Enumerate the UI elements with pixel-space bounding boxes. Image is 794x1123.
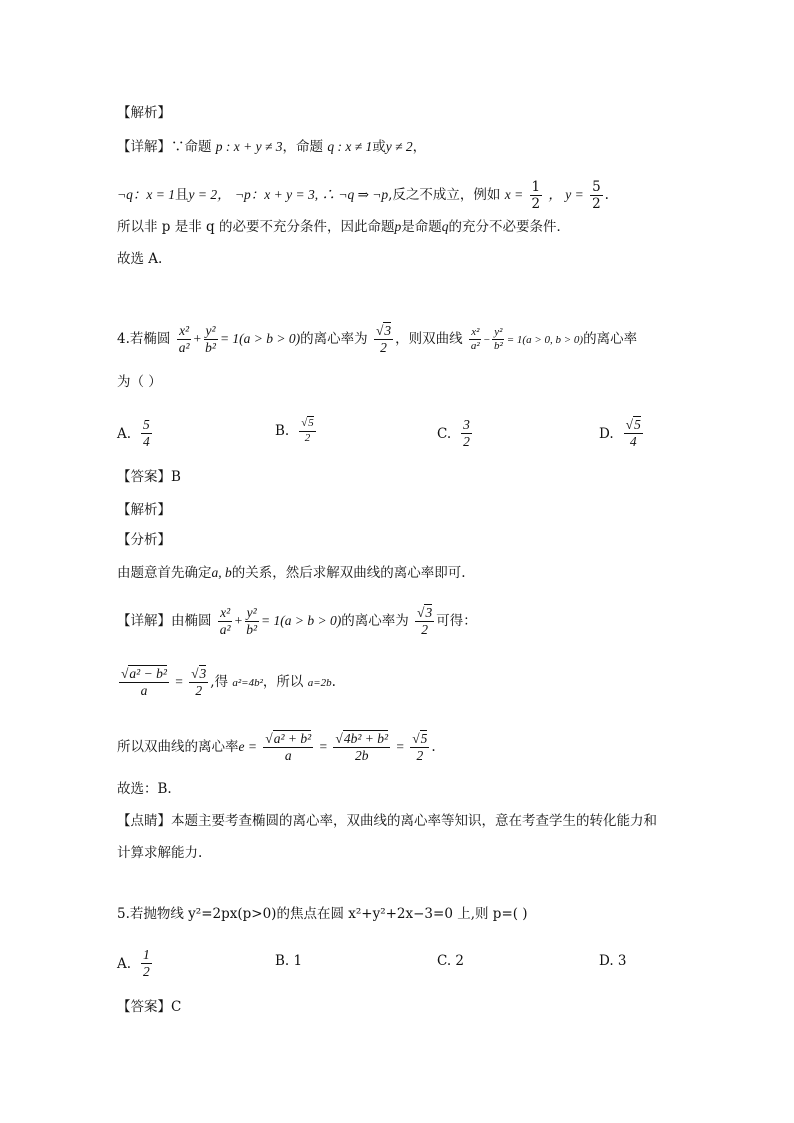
fraction [119, 667, 169, 698]
text: 的离心率为 [300, 331, 368, 348]
fraction-denominator: 2 [463, 434, 470, 450]
text: 且 [174, 187, 189, 204]
fraction [141, 948, 152, 979]
conclusion-line [117, 217, 570, 237]
q4-option-c [437, 418, 474, 449]
answer-select: 故选 A. [117, 251, 163, 267]
radicand: 3 [384, 323, 392, 338]
text: . [604, 187, 609, 204]
q4-option-d [599, 418, 645, 449]
fraction-numerator [263, 732, 313, 748]
fraction-numerator [119, 667, 169, 683]
fraction-denominator: b² [246, 622, 258, 638]
q5-option-d: D. 3 [599, 953, 627, 969]
equals: = [396, 739, 404, 755]
text: 4.若椭圆 [117, 331, 171, 348]
x-eq: x = [504, 187, 524, 203]
text: 可得： [436, 613, 477, 630]
fraction-numerator: y² [245, 606, 259, 622]
fraction-denominator: 2 [531, 196, 541, 213]
fraction [189, 667, 208, 698]
fraction-denominator: 4 [629, 434, 637, 450]
radicand: 3 [199, 666, 207, 681]
q4-analysis-heading: 【解析】 [117, 502, 171, 518]
radicand: 5 [634, 417, 641, 432]
option-label: A. [117, 955, 132, 972]
text: ，所以 [262, 674, 304, 691]
fraction [410, 732, 429, 763]
math-p: p [394, 219, 402, 234]
fraction-x [530, 180, 543, 211]
radicand: a² + b² [273, 731, 312, 746]
sqrt-icon: √ [375, 323, 384, 338]
math-relation: a²=4b² [232, 677, 263, 690]
sqrt-icon: √ [191, 666, 199, 681]
fraction [244, 606, 259, 637]
fraction-denominator: a² [219, 622, 231, 638]
sqrt-icon: √ [335, 731, 343, 746]
text: ∵命题 [171, 139, 212, 155]
equals: = [175, 674, 183, 690]
text: 或 [372, 139, 386, 155]
neg-q-a: ：x = 1 [132, 187, 175, 203]
text: 所以双曲线的离心率 [117, 739, 239, 756]
fraction-numerator: x² [177, 324, 191, 340]
fraction-denominator: a² [470, 340, 480, 353]
detail-label: 【详解】 [117, 139, 171, 155]
q5-option-c: C. 2 [437, 953, 465, 969]
text: ,得 [210, 674, 229, 691]
fraction-numerator: 5 [592, 179, 601, 195]
fraction-numerator: x² [218, 606, 232, 622]
q4-option-b [275, 418, 318, 444]
fraction-y [590, 180, 603, 211]
fraction-denominator: 2 [380, 340, 387, 356]
plus: + [234, 613, 243, 629]
q4-comment-line-2: 计算求解能力. [117, 845, 203, 861]
sqrt-icon: √ [417, 605, 425, 620]
fraction-denominator: 2 [416, 748, 424, 764]
fraction-numerator: y² [204, 324, 218, 340]
fraction-denominator: 2b [354, 748, 369, 764]
y-eq: ， y = [548, 187, 584, 203]
fraction-denominator: 2 [592, 196, 601, 213]
sqrt-icon: √ [121, 666, 129, 681]
fraction-denominator: b² [493, 340, 503, 353]
q4-answer: 【答案】B [117, 469, 181, 485]
text: 是命题 [401, 219, 442, 235]
fraction [203, 324, 218, 355]
fraction-numerator [624, 418, 643, 434]
fraction-numerator [374, 324, 393, 340]
text: ， [412, 139, 427, 155]
fraction-numerator [299, 418, 316, 432]
ellipse-condition: = 1(a > b > 0) [219, 331, 301, 347]
fraction [374, 324, 393, 355]
q5-stem: 5.若抛物线 y²=2px(p>0)的焦点在圆 x²+y²+2x−3=0 上,则 p=( ) [117, 906, 528, 922]
fraction-numerator: 1 [531, 179, 541, 195]
option-label: B. [275, 423, 290, 440]
minus: − [483, 334, 490, 347]
math-ab: a, b [211, 565, 232, 580]
text: ，命题 [282, 139, 324, 155]
q4-equation-2 [117, 732, 436, 763]
analysis-heading: 【解析】 [117, 105, 171, 121]
comment-label: 【点睛】 [117, 813, 171, 829]
prop-p: p : x + y ≠ 3 [215, 139, 283, 154]
fraction-numerator [410, 732, 429, 748]
fraction-denominator: 2 [304, 431, 311, 444]
fraction [624, 418, 643, 449]
math-q: q [441, 219, 449, 234]
neg-p: ¬p [234, 187, 251, 203]
detail-label: 【详解】 [117, 613, 171, 630]
fraction [141, 418, 152, 449]
fraction [469, 327, 482, 353]
math-relation: a=2b [307, 677, 332, 690]
sqrt-icon: √ [412, 731, 420, 746]
text: 的离心率 [583, 331, 638, 348]
fraction-denominator: a [284, 748, 292, 764]
fraction [218, 606, 233, 637]
ellipse-condition: = 1(a > b > 0) [261, 613, 342, 629]
detail-line-1 [117, 137, 426, 157]
q4-analyze-text [117, 563, 466, 583]
fraction-denominator: 2 [143, 964, 150, 980]
q5-answer: 【答案】C [117, 999, 182, 1015]
sqrt-icon: √ [301, 417, 308, 429]
q4-stem-line-2: 为（ ） [117, 374, 162, 390]
detail-line-2 [117, 180, 609, 211]
fraction-denominator: 4 [143, 434, 150, 450]
text: 的关系，然后求解双曲线的离心率即可. [231, 565, 466, 581]
fraction-denominator: 2 [421, 622, 428, 638]
fraction [492, 327, 505, 353]
q4-comment-line-1 [117, 811, 657, 831]
q4-detail-line [117, 606, 477, 637]
q5-option-a [117, 948, 154, 979]
radicand: 4b² + b² [343, 731, 389, 746]
equals: = [319, 739, 328, 755]
fraction-numerator [415, 606, 434, 622]
text: . [431, 739, 436, 756]
plus: + [193, 331, 202, 347]
fraction [461, 418, 472, 449]
radicand: 5 [308, 417, 314, 429]
q4-equation-1 [117, 667, 336, 698]
fraction-numerator: y² [492, 327, 504, 341]
neg-q: ¬q [117, 187, 133, 203]
sqrt-icon: √ [625, 417, 634, 432]
text: ,反之不成立，例如 [388, 187, 501, 204]
text: . [331, 674, 336, 691]
fraction [333, 732, 390, 763]
neg-p-def: ：x + y = 3, ∴ ¬q ⇒ ¬p [250, 187, 389, 203]
fraction [415, 606, 434, 637]
text: 由椭圆 [171, 613, 212, 630]
radicand: 3 [425, 605, 433, 620]
neg-q-b: y = 2， [188, 187, 231, 203]
sqrt-icon: √ [265, 731, 273, 746]
text: 由题意首先确定 [117, 565, 212, 581]
fraction [177, 324, 192, 355]
math-e: e = [238, 739, 257, 755]
prop-q-a: q : x ≠ 1 [327, 139, 373, 154]
fraction-denominator: 2 [195, 683, 203, 699]
fraction-numerator: x² [469, 327, 481, 341]
fraction-numerator [189, 667, 208, 683]
option-label: D. [599, 425, 614, 442]
q4-stem-line-1 [117, 324, 637, 355]
option-label: C. [437, 425, 452, 442]
option-label: A. [117, 425, 132, 442]
text: 所以非 p 是非 q 的必要不充分条件，因此命题 [117, 219, 395, 235]
fraction-denominator: b² [205, 340, 216, 356]
radicand: a² − b² [129, 666, 167, 681]
fraction [263, 732, 313, 763]
hyperbola-condition: = 1(a > 0, b > 0) [506, 334, 584, 347]
text: 的充分不必要条件． [448, 219, 570, 235]
fraction-numerator [333, 732, 390, 748]
text: 的离心率为 [341, 613, 409, 630]
q4-select: 故选：B. [117, 781, 172, 797]
text: 本题主要考查椭圆的离心率，双曲线的离心率等知识，意在考查学生的转化能力和 [171, 813, 657, 829]
prop-q-b: y ≠ 2 [385, 139, 413, 154]
fraction [299, 418, 316, 444]
q4-analyze-heading: 【分析】 [117, 532, 171, 548]
fraction-denominator: a² [178, 340, 190, 356]
fraction-numerator: 5 [141, 418, 152, 434]
text: ，则双曲线 [395, 331, 463, 348]
fraction-numerator: 1 [141, 948, 152, 964]
fraction-denominator: a [140, 683, 148, 699]
q4-option-a [117, 418, 154, 449]
fraction-numerator: 3 [461, 418, 472, 434]
q5-option-b: B. 1 [275, 953, 303, 969]
radicand: 5 [420, 731, 428, 746]
